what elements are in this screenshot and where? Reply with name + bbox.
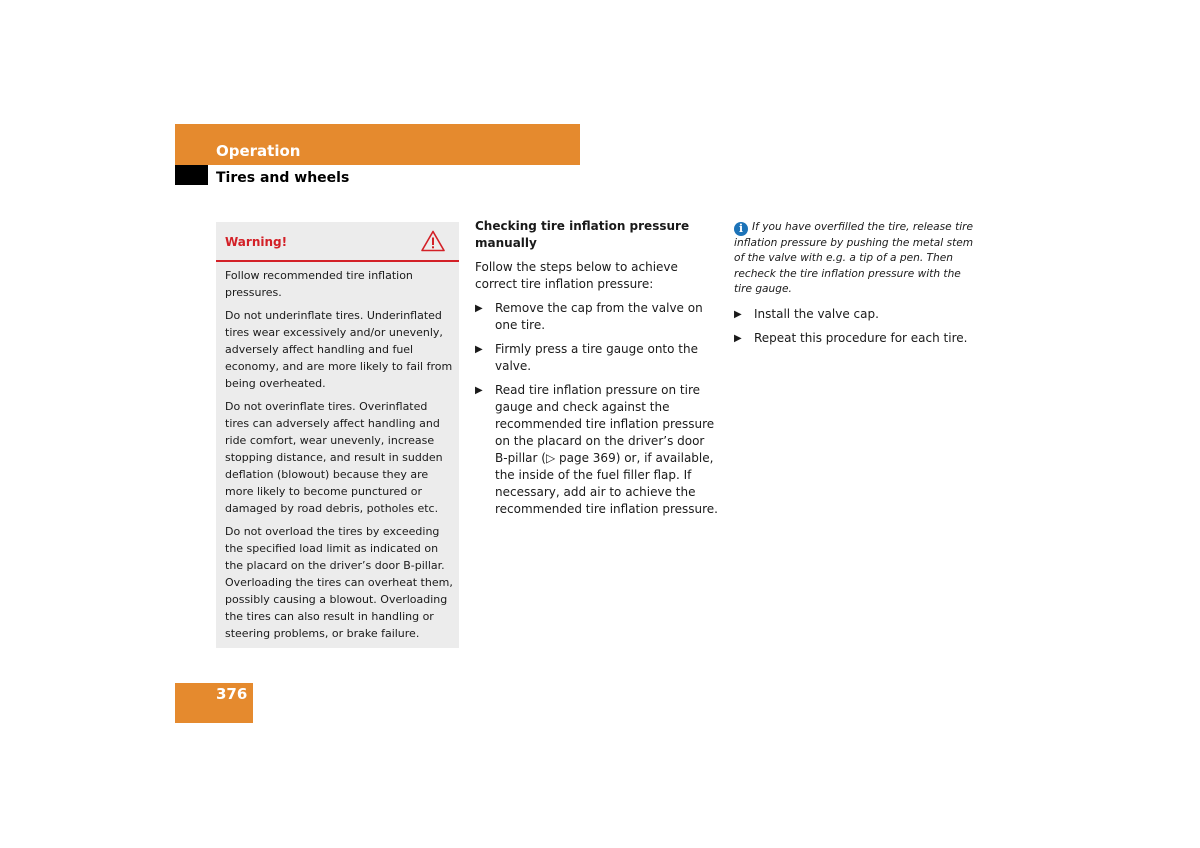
warning-triangle-icon bbox=[421, 230, 445, 252]
procedure-step bbox=[734, 306, 982, 323]
warning-box bbox=[216, 222, 459, 648]
warning-body bbox=[225, 267, 453, 648]
procedure-step bbox=[475, 341, 720, 375]
step-text: Repeat this procedure for each tire. bbox=[754, 331, 968, 346]
warning-title: Warning! bbox=[225, 235, 288, 249]
info-note bbox=[734, 220, 982, 297]
step-arrow-icon: ▶ bbox=[734, 309, 742, 321]
step-text: Read tire inflation pressure on tire gauge and check against the recommended tire inflation pressure on the placard on the driver’s door B-pillar (▷ page 369) or, if available, the inside of the fuel filler flap. If necessary, add air to achieve the recommended tire inflation pressure. bbox=[495, 383, 718, 516]
warning-paragraph: Do not overload the tires by exceeding the specified load limit as indicated on the placard on the driver’s door B-pillar. Overloading the tires can overheat them, possibly causing a blowout. Overloading the tires can also result in handling or steering problems, or brake failure. bbox=[225, 525, 453, 640]
procedure-intro: Follow the steps below to achieve correct tire inflation pressure: bbox=[475, 260, 678, 291]
info-icon: i bbox=[734, 222, 748, 236]
subsection-title: Tires and wheels bbox=[216, 170, 350, 186]
page-number: 376 bbox=[216, 685, 248, 703]
step-arrow-icon: ▶ bbox=[475, 303, 483, 314]
info-note-text: If you have overfilled the tire, release tire inflation pressure by pushing the metal stem of the valve with e.g. a tip of a pen. Then recheck the tire inflation pressure with the tire gauge. bbox=[734, 221, 974, 295]
info-column bbox=[734, 220, 982, 354]
step-text: Remove the cap from the valve on one tire. bbox=[495, 301, 703, 332]
step-text: Install the valve cap. bbox=[754, 307, 879, 322]
procedure-column bbox=[475, 218, 720, 525]
step-text: Firmly press a tire gauge onto the valve. bbox=[495, 342, 698, 373]
section-marker bbox=[175, 165, 208, 185]
warning-header bbox=[216, 222, 459, 262]
step-arrow-icon: ▶ bbox=[475, 344, 483, 355]
procedure-heading: Checking tire inflation pressure manually bbox=[475, 219, 690, 250]
warning-paragraph: Do not overinflate tires. Overinflated tires can adversely affect handling and ride comfort, wear unevenly, increase stopping distance, and result in sudden deflation (blowout) because they are more likely to become punctured or damaged by road debris, potholes etc. bbox=[225, 400, 443, 515]
procedure-step bbox=[475, 300, 720, 334]
section-title: Operation bbox=[216, 142, 301, 160]
step-arrow-icon: ▶ bbox=[734, 333, 742, 345]
warning-paragraph: Do not underinflate tires. Underinflated tires wear excessively and/or unevenly, adversely affect handling and fuel economy, and are more likely to fail from being overheated. bbox=[225, 309, 453, 390]
step-arrow-icon: ▶ bbox=[475, 385, 483, 396]
procedure-step bbox=[734, 330, 982, 347]
procedure-step bbox=[475, 382, 720, 518]
warning-paragraph: Follow recommended tire inflation pressures. bbox=[225, 269, 413, 299]
